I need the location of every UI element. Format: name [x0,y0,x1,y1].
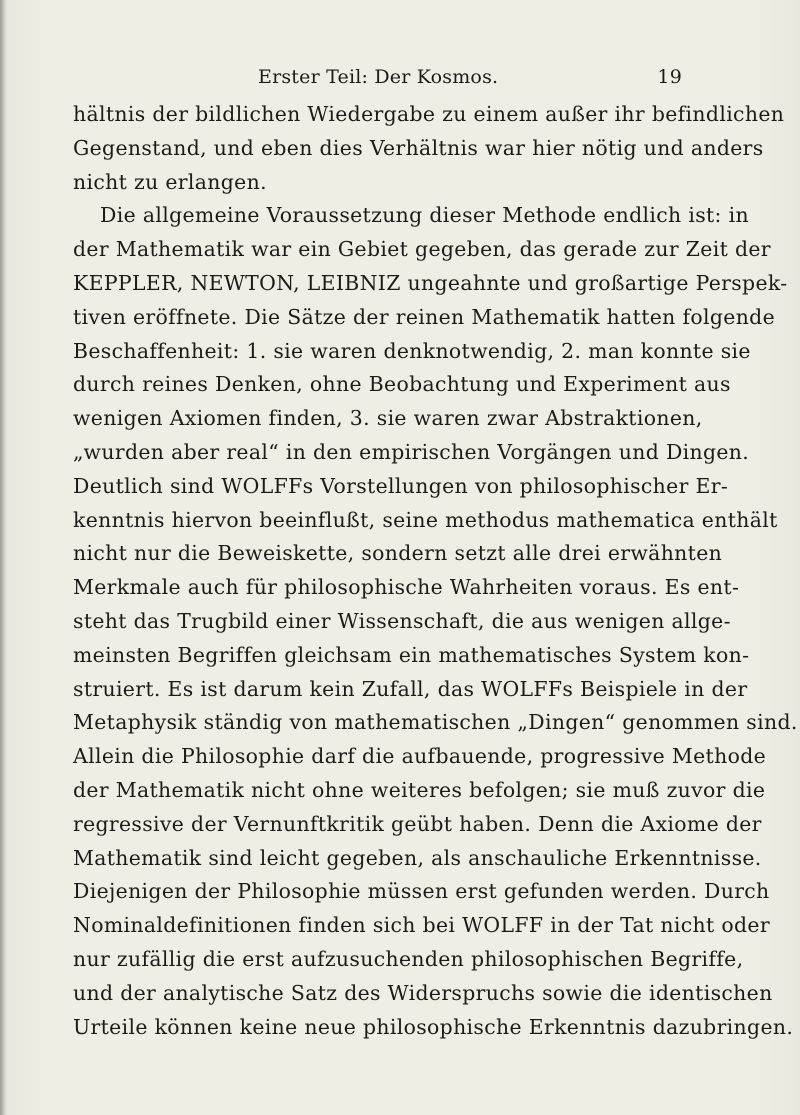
text-line: Gegenstand, und eben dies Verhältnis war hier nötig und anders [73,135,764,160]
text-line: tiven eröffnete. Die Sätze der reinen Mathematik hatten folgende [73,304,776,329]
text-line: wenigen Axiomen finden, 3. sie waren zwar Abstraktionen, [73,406,703,431]
text-line: Metaphysik ständig von mathematischen „Dingen“ genommen sind. [73,710,798,735]
text-line: Deutlich sind WOLFFs Vorstellungen von philosophischer Er- [73,473,729,498]
text-line: nur zufällig die erst aufzusuchenden philosophischen Begriffe, [73,946,744,971]
text-line: und der analytische Satz des Widerspruchs sowie die identischen [73,980,773,1005]
text-line: meinsten Begriffen gleichsam ein mathematisches System kon- [73,642,750,667]
text-line: hältnis der bildlichen Wiedergabe zu einem außer ihr befindlichen [73,102,785,126]
text-line: der Mathematik war ein Gebiet gegeben, das gerade zur Zeit der [73,237,771,262]
text-line: durch reines Denken, ohne Beobachtung und Experiment aus [73,372,731,397]
text-line: Diejenigen der Philosophie müssen erst gefunden werden. Durch [73,879,770,904]
text-line: der Mathematik nicht ohne weiteres befolgen; sie muß zuvor die [73,777,766,802]
text-line: steht das Trugbild einer Wissenschaft, die aus wenigen allge- [73,608,731,633]
text-line: KEPPLER, NEWTON, LEIBNIZ ungeahnte und großartige Perspek- [73,270,788,295]
text-line: Beschaffenheit: 1. sie waren denknotwendig, 2. man konnte sie [73,338,751,363]
text-line: Allein die Philosophie darf die aufbauende, progressive Methode [73,744,767,769]
text-line: nicht nur die Beweiskette, sondern setzt alle drei erwähnten [73,541,723,566]
text-line: kenntnis hiervon beeinflußt, seine methodus mathematica enthält [73,507,778,532]
text-line: Nominaldefinitionen finden sich bei WOLFF in der Tat nicht oder [73,913,770,938]
text-line: Mathematik sind leicht gegeben, als anschauliche Erkenntnisse. [73,845,762,870]
text-line: nicht zu erlangen. [73,169,267,194]
text-line: Die allgemeine Voraussetzung dieser Methode endlich ist: in [100,203,749,228]
text-line: „wurden aber real“ in den empirischen Vorgängen und Dingen. [73,439,750,464]
body-text [73,98,798,1044]
text-line: Merkmale auch für philosophische Wahrheiten voraus. Es ent- [73,575,740,600]
binding-edge [0,0,7,1115]
running-head: Erster Teil: Der Kosmos. [258,66,499,88]
page-number: 19 [657,66,682,88]
page-header [258,66,682,94]
text-line: Urteile können keine neue philosophische Erkenntnis dazubringen. [73,1014,794,1039]
text-line: struiert. Es ist darum kein Zufall, das WOLFFs Beispiele in der [73,676,748,701]
text-line: regressive der Vernunftkritik geübt haben. Denn die Axiome der [73,811,762,836]
